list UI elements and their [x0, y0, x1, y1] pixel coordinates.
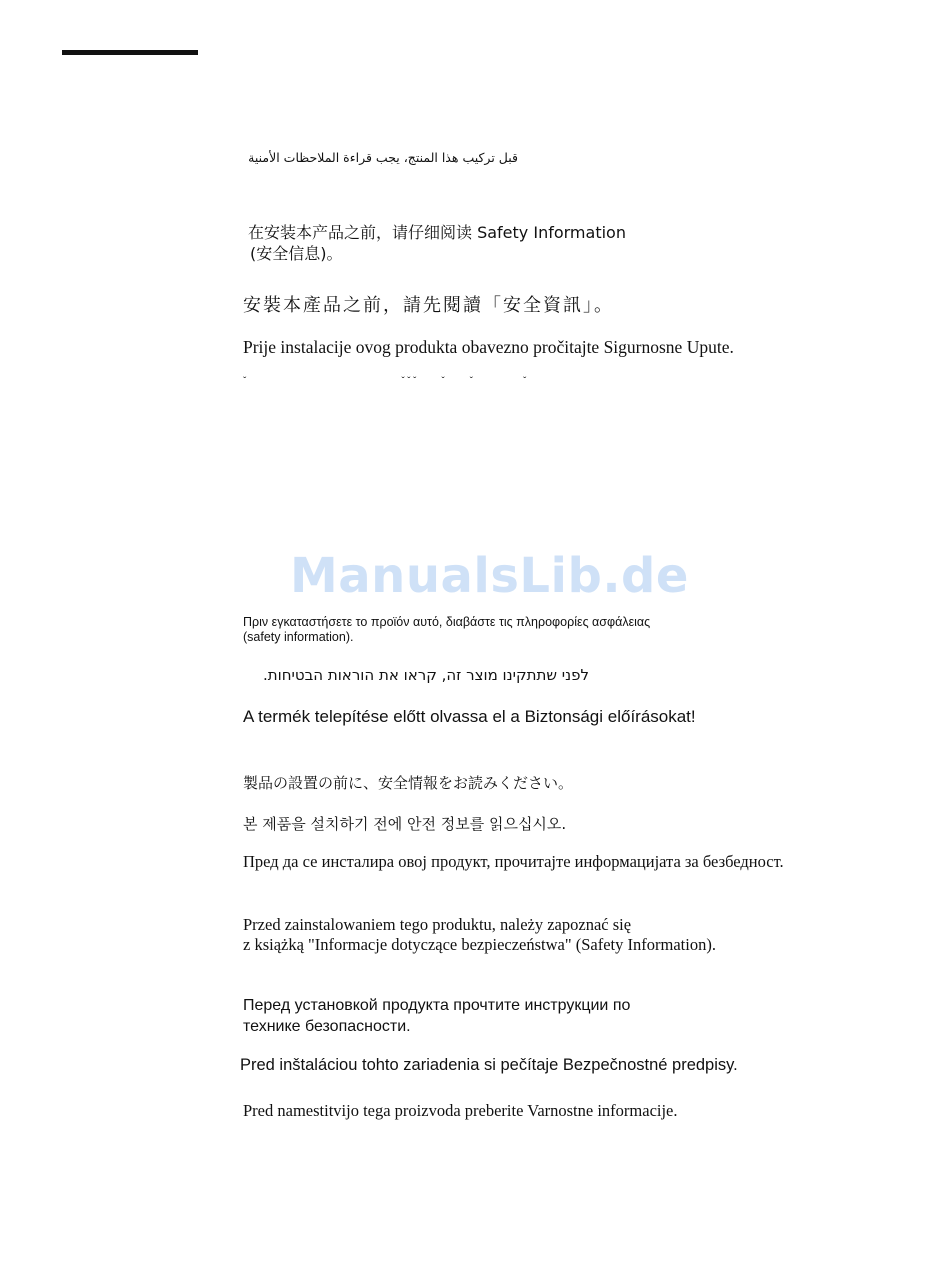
korean-notice: 본 제품을 설치하기 전에 안전 정보를 읽으십시오. [243, 815, 567, 833]
polish-notice-line2: z książką "Informacje dotyczące bezpieczeństwa" (Safety Information). [243, 935, 716, 954]
manualslib-watermark: ManualsLib.de [290, 548, 689, 604]
polish-notice-line1: Przed zainstalowaniem tego produktu, należy zapoznać się [243, 915, 632, 934]
top-rule [62, 50, 198, 55]
greek-notice-line1: Πριν εγκαταστήσετε το προϊόν αυτό, διαβάστε τις πληροφορίες ασφάλειας [243, 615, 651, 629]
chinese-simplified-notice-line2: (安全信息)。 [250, 244, 343, 263]
arabic-notice: قبل تركيب هذا المنتج، يجب قراءة الملاحظات الأمنية [248, 150, 518, 165]
slovenian-notice: Pred namestitvijo tega proizvoda preberite Varnostne informacije. [243, 1101, 678, 1120]
hebrew-notice: לפני שתתקינו מוצר זה, קראו את הוראות הבטיחות. [263, 666, 589, 684]
croatian-notice: Prije instalacije ovog produkta obavezno pročitajte Sigurnosne Upute. [243, 337, 734, 357]
chinese-simplified-notice-line1: 在安装本产品之前，请仔细阅读 Safety Information [248, 223, 626, 242]
russian-notice-line1: Перед установкой продукта прочтите инструкции по [243, 997, 631, 1014]
czech-notice-residual-marks: ˇ ˇ ˇ ˇ ˇ ˇ ˇ [243, 376, 527, 387]
japanese-notice: 製品の設置の前に、安全情報をお読みください。 [243, 774, 574, 792]
hungarian-notice: A termék telepítése előtt olvassa el a Biztonsági előírásokat! [243, 707, 696, 726]
macedonian-notice: Пред да се инсталира овој продукт, прочитајте информацијата за безбедност. [243, 852, 784, 871]
slovak-notice: Pred inštaláciou tohto zariadenia si pečítaje Bezpečnostné predpisy. [240, 1056, 738, 1074]
chinese-traditional-notice: 安裝本產品之前，請先閱讀「安全資訊」。 [243, 295, 614, 316]
russian-notice-line2: технике безопасности. [243, 1018, 411, 1035]
greek-notice-line2: (safety information). [243, 630, 354, 644]
